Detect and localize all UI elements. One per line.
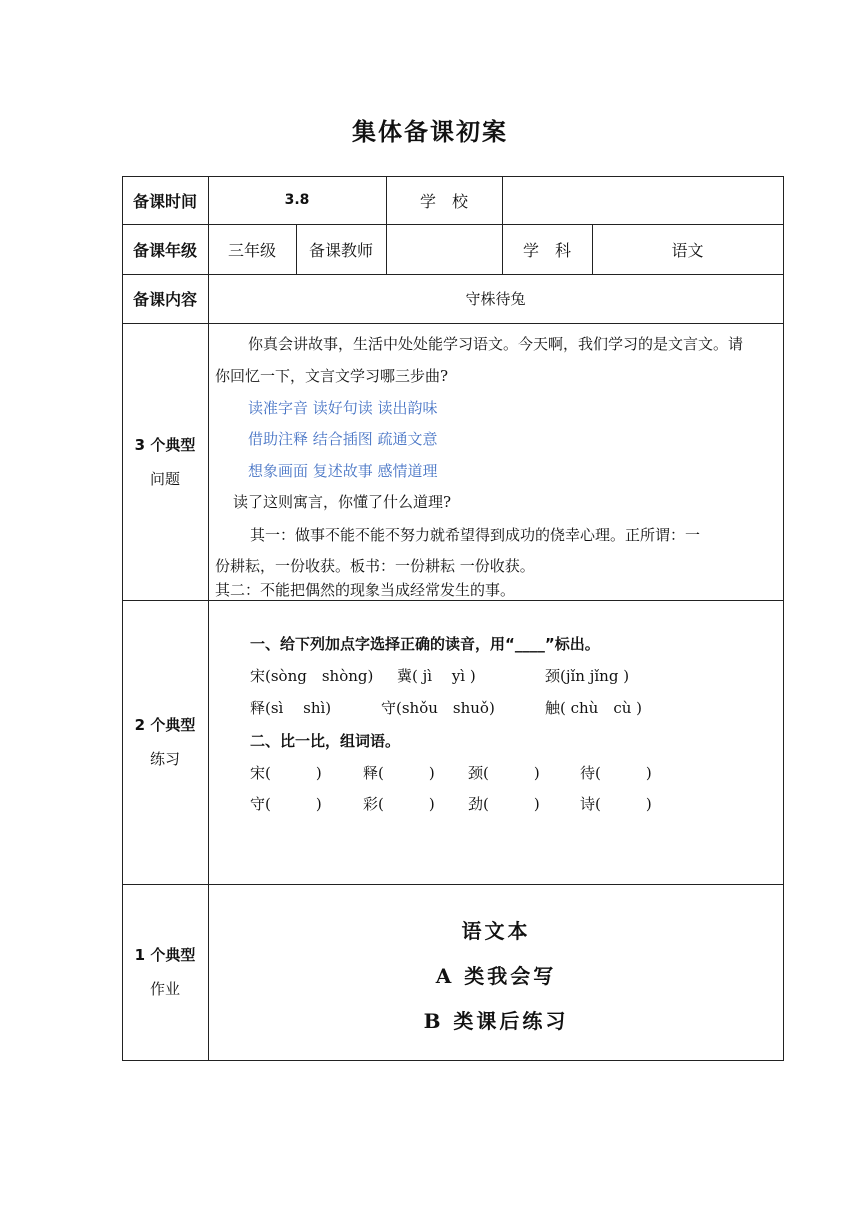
exercise2-item: 劲( ) [468, 795, 540, 813]
grade-label: 备课年级 [132, 240, 197, 260]
grade-value: 三年级 [227, 240, 276, 260]
exercise2-title: 二、比一比，组词语。 [250, 732, 401, 750]
problems-step3: 想象画面 复述故事 感情道理 [248, 462, 438, 480]
time-value: 3.8 [284, 192, 310, 208]
subject-label: 学 科 [522, 240, 571, 260]
exercise2-item: 释( ) [363, 764, 435, 782]
exercises-label [122, 600, 208, 884]
school-value [502, 176, 783, 224]
problems-answer1-line1: 其一：做事不能不能不努力就希望得到成功的侥幸心理。正所谓：一 [250, 526, 701, 544]
homework-label-line1: 1 个典型 [134, 946, 196, 964]
content-value: 守株待兔 [465, 290, 526, 308]
exercise1-item: 颈(jǐn jǐng ) [545, 667, 630, 685]
exercise1-item: 宋(sòng shòng) [250, 667, 374, 685]
homework-label [122, 884, 208, 1060]
exercise1-item: 冀( jì yì ) [397, 667, 476, 685]
exercise1-item: 释(sì shì) [250, 699, 332, 717]
problems-intro-line2: 你回忆一下，文言文学习哪三步曲? [215, 367, 449, 385]
problems-label-line1: 3 个典型 [134, 435, 196, 454]
content-label: 备课内容 [132, 290, 197, 309]
exercise1-item: 触( chù cù ) [545, 699, 643, 717]
problems-step2: 借助注释 结合插图 疏通文意 [248, 430, 438, 448]
problems-step1: 读准字音 读好句读 读出韵味 [248, 399, 438, 417]
exercise2-item: 守( ) [250, 795, 322, 813]
exercise2-item: 诗( ) [580, 795, 652, 813]
exercise1-item: 守(shǒu shuǒ) [381, 699, 495, 717]
exercise2-item: 颈( ) [468, 764, 540, 782]
teacher-value [386, 224, 502, 274]
problems-label [122, 323, 208, 600]
subject-value: 语文 [671, 240, 704, 260]
problems-question: 读了这则寓言，你懂了什么道理? [233, 493, 452, 511]
homework-label-line2: 作业 [149, 980, 180, 998]
time-label: 备课时间 [132, 191, 197, 211]
exercise2-item: 宋( ) [250, 764, 322, 782]
problems-answer2: 其二：不能把偶然的现象当成经常发生的事。 [215, 581, 516, 599]
teacher-label: 备课教师 [308, 240, 373, 260]
page-title: 集体备课初案 [352, 118, 508, 146]
exercises-label-line1: 2 个典型 [134, 716, 196, 734]
homework-line1: 语文本 [461, 919, 531, 943]
exercise1-title: 一、给下列加点字选择正确的读音，用“____”标出。 [250, 635, 600, 653]
homework-line3: B 类课后练习 [423, 1009, 569, 1033]
exercises-label-line2: 练习 [149, 750, 180, 768]
problems-answer1-line2: 份耕耘，一份收获。板书：一份耕耘 一份收获。 [215, 557, 535, 575]
exercise2-item: 待( ) [580, 764, 652, 782]
school-label: 学 校 [419, 191, 468, 211]
exercise2-item: 彩( ) [363, 795, 435, 813]
problems-intro-line1: 你真会讲故事，生活中处处能学习语文。今天啊，我们学习的是文言文。请 [248, 335, 744, 353]
problems-label-line2: 问题 [149, 469, 180, 488]
homework-line2: A 类我会写 [435, 964, 557, 988]
